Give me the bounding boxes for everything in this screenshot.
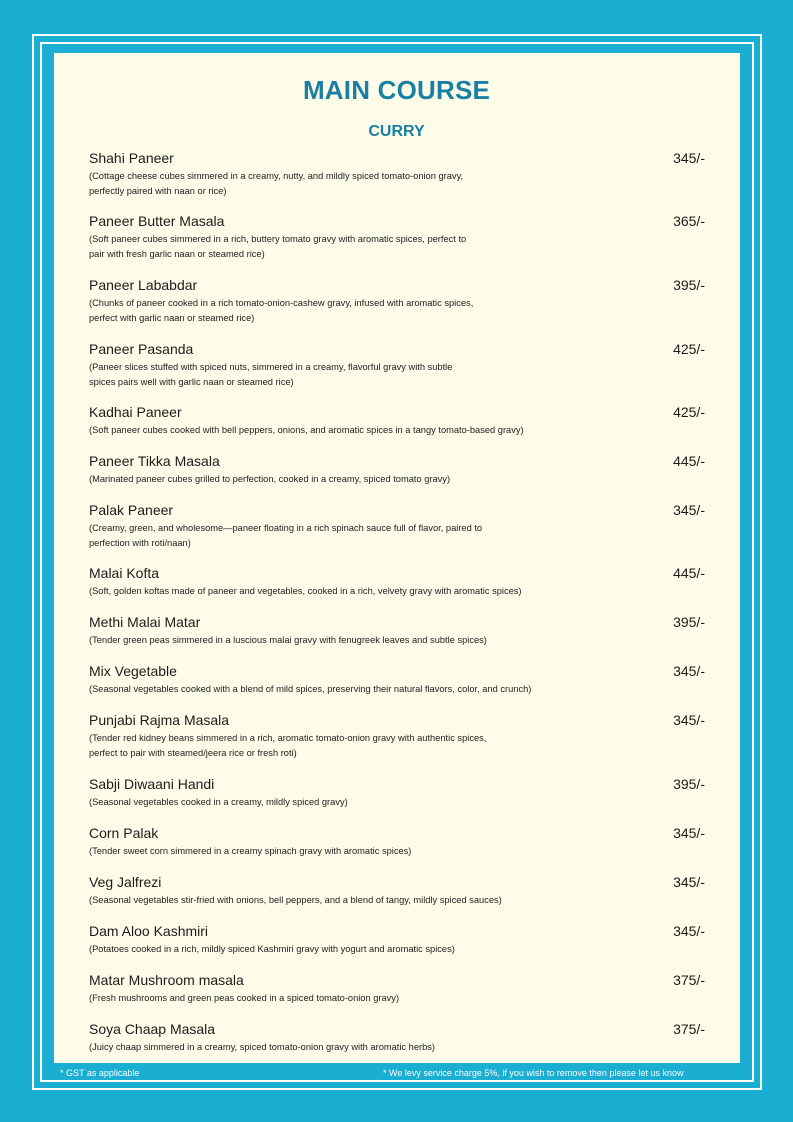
menu-item-price: 445/- — [673, 453, 705, 469]
service-charge-note: * We levy service charge 5%, if you wish to remove then please let us know — [383, 1068, 684, 1078]
menu-item-description: (Cottage cheese cubes simmered in a creamy, nutty, and mildly spiced tomato-onion gravy, perfectly paired with naan or rice) — [89, 171, 464, 196]
menu-item-description: (Soft paneer cubes cooked with bell peppers, onions, and aromatic spices in a tangy tomato-based gravy) — [89, 425, 524, 435]
menu-item-description: (Soft, golden koftas made of paneer and vegetables, cooked in a rich, velvety gravy with aromatic spices) — [89, 586, 522, 596]
menu-item-price: 345/- — [673, 663, 705, 679]
menu-item — [89, 712, 705, 761]
menu-item — [89, 1021, 705, 1055]
menu-item — [89, 614, 705, 648]
menu-item — [89, 502, 705, 551]
menu-item-price: 375/- — [673, 972, 705, 988]
menu-item — [89, 453, 705, 487]
page-title: MAIN COURSE — [302, 75, 491, 105]
menu-item-price: 345/- — [673, 923, 705, 939]
menu-item-price: 375/- — [673, 1021, 705, 1037]
menu-item-description: (Potatoes cooked in a rich, mildly spiced Kashmiri gravy with yogurt and aromatic spices) — [89, 944, 455, 954]
menu-item — [89, 776, 705, 810]
menu-item — [89, 150, 705, 199]
menu-item-name: Methi Malai Matar — [89, 614, 201, 630]
menu-item-name: Veg Jalfrezi — [89, 874, 162, 890]
menu-item-price: 365/- — [673, 213, 705, 229]
menu-item-description: (Paneer slices stuffed with spiced nuts, simmered in a creamy, flavorful gravy with subtle spices pairs well with garlic naan or steamed rice) — [89, 362, 453, 387]
menu-item-description: (Tender green peas simmered in a luscious malai gravy with fenugreek leaves and subtle spices) — [89, 635, 487, 645]
menu-item-price: 425/- — [673, 341, 705, 357]
menu-item-description: (Juicy chaap simmered in a creamy, spiced tomato-onion gravy with aromatic herbs) — [89, 1042, 436, 1052]
menu-item-price: 345/- — [673, 712, 705, 728]
menu-item — [89, 341, 705, 390]
gst-note: * GST as applicable — [60, 1068, 140, 1078]
menu-item — [89, 923, 705, 957]
menu-item-description: (Soft paneer cubes simmered in a rich, buttery tomato gravy with aromatic spices, perfect to pair with fresh garlic naan or steamed rice) — [89, 234, 467, 259]
menu-item — [89, 874, 705, 908]
menu-item-description: (Tender sweet corn simmered in a creamy spinach gravy with aromatic spices) — [89, 846, 412, 856]
menu-item-name: Paneer Tikka Masala — [89, 453, 220, 469]
menu-item-price: 345/- — [673, 874, 705, 890]
menu-item-price: 395/- — [673, 277, 705, 293]
menu-item-description: (Seasonal vegetables cooked in a creamy, mildly spiced gravy) — [89, 797, 348, 807]
menu-item-name: Sabji Diwaani Handi — [89, 776, 215, 792]
menu-item-price: 345/- — [673, 502, 705, 518]
menu-item-name: Paneer Butter Masala — [89, 213, 225, 229]
menu-item — [89, 825, 705, 859]
menu-item-description: (Creamy, green, and wholesome—paneer floating in a rich spinach sauce full of flavor, paired to perfection with roti/naan) — [89, 523, 483, 548]
menu-item — [89, 663, 705, 697]
menu-item — [89, 404, 705, 438]
menu-item-description: (Tender red kidney beans simmered in a rich, aromatic tomato-onion gravy with authentic spices, perfect to pair with steamed/jeera rice or fresh roti) — [89, 733, 487, 758]
menu-item-description: (Fresh mushrooms and green peas cooked in a spiced tomato-onion gravy) — [89, 993, 400, 1003]
menu-item-name: Paneer Pasanda — [89, 341, 194, 357]
menu-item-name: Palak Paneer — [89, 502, 174, 518]
section-title: CURRY — [368, 123, 425, 140]
menu-item-price: 345/- — [673, 825, 705, 841]
menu-item-description: (Chunks of paneer cooked in a rich tomato-onion-cashew gravy, infused with aromatic spices, perfect with garlic naan or steamed rice) — [89, 298, 474, 323]
menu-item-price: 395/- — [673, 776, 705, 792]
menu-item-name: Kadhai Paneer — [89, 404, 182, 420]
menu-item-description: (Marinated paneer cubes grilled to perfection, cooked in a creamy, spiced tomato gravy) — [89, 474, 451, 484]
menu-item-name: Mix Vegetable — [89, 663, 177, 679]
menu-item-name: Matar Mushroom masala — [89, 972, 244, 988]
menu-item-description: (Seasonal vegetables cooked with a blend of mild spices, preserving their natural flavors, color, and crunch) — [89, 684, 532, 694]
menu-item-name: Dam Aloo Kashmiri — [89, 923, 209, 939]
menu-item-name: Paneer Lababdar — [89, 277, 198, 293]
menu-item — [89, 277, 705, 326]
menu-item-name: Malai Kofta — [89, 565, 160, 581]
menu-item-name: Punjabi Rajma Masala — [89, 712, 230, 728]
menu-item — [89, 565, 705, 599]
menu-item-price: 425/- — [673, 404, 705, 420]
menu-item — [89, 213, 705, 262]
menu-item-price: 445/- — [673, 565, 705, 581]
menu-item — [89, 972, 705, 1006]
menu-item-description: (Seasonal vegetables stir-fried with onions, bell peppers, and a blend of tangy, mildly spiced sauces) — [89, 895, 502, 905]
menu-item-name: Soya Chaap Masala — [89, 1021, 216, 1037]
menu-item-name: Shahi Paneer — [89, 150, 174, 166]
menu-item-name: Corn Palak — [89, 825, 159, 841]
menu-item-price: 345/- — [673, 150, 705, 166]
menu-panel — [54, 53, 740, 1063]
menu-item-price: 395/- — [673, 614, 705, 630]
